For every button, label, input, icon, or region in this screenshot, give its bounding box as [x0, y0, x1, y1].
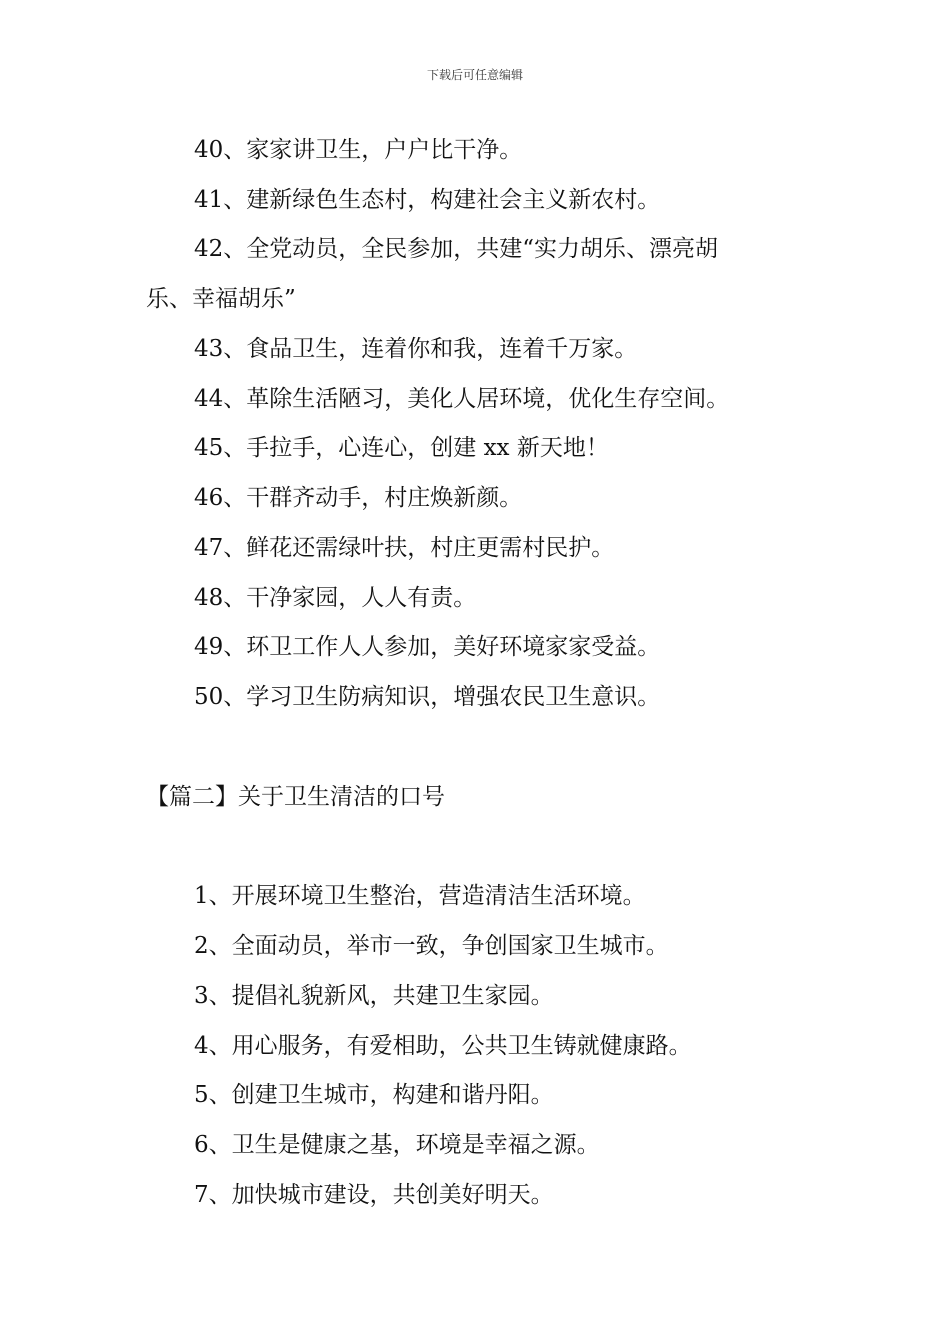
slogan-line: 42、全党动员，全民参加，共建“实力胡乐、漂亮胡: [194, 236, 719, 262]
slogan-line: 48、干净家园，人人有责。: [194, 585, 477, 611]
slogan-line: 4、用心服务，有爱相助，公共卫生铸就健康路。: [194, 1033, 692, 1059]
slogan-line: 44、革除生活陋习，美化人居环境，优化生存空间。: [194, 386, 730, 412]
slogan-line: 43、食品卫生，连着你和我，连着千万家。: [194, 336, 638, 362]
slogan-line: 40、家家讲卫生，户户比干净。: [194, 137, 523, 163]
section-heading: 【篇二】关于卫生清洁的口号: [146, 784, 445, 810]
slogan-line: 3、提倡礼貌新风，共建卫生家园。: [194, 983, 554, 1009]
slogan-line: 50、学习卫生防病知识，增强农民卫生意识。: [194, 684, 661, 710]
slogan-line: 41、建新绿色生态村，构建社会主义新农村。: [194, 187, 661, 213]
slogan-line: 6、卫生是健康之基，环境是幸福之源。: [194, 1132, 600, 1158]
slogan-line: 1、开展环境卫生整治，营造清洁生活环境。: [194, 883, 646, 909]
slogan-line: 46、干群齐动手，村庄焕新颜。: [194, 485, 523, 511]
slogan-line: 5、创建卫生城市，构建和谐丹阳。: [194, 1082, 554, 1108]
slogan-line: 49、环卫工作人人参加，美好环境家家受益。: [194, 634, 661, 660]
slogan-line: 7、加快城市建设，共创美好明天。: [194, 1182, 554, 1208]
slogan-line: 2、全面动员，举市一致，争创国家卫生城市。: [194, 933, 669, 959]
slogan-line: 45、手拉手，心连心，创建 xx 新天地！: [194, 435, 609, 461]
slogan-line: 47、鲜花还需绿叶扶，村庄更需村民护。: [194, 535, 615, 561]
slogan-line-continued: 乐、幸福胡乐”: [146, 286, 296, 312]
page-header: 下载后可任意编辑: [426, 68, 523, 82]
